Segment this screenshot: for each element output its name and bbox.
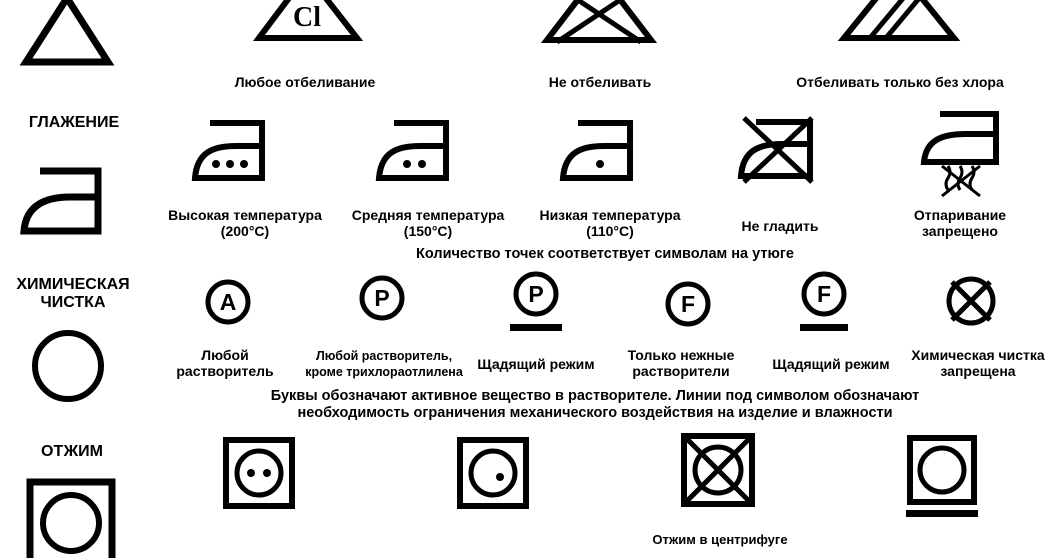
dry-clean-a-icon	[204, 278, 252, 326]
no-dry-clean-icon	[944, 274, 998, 328]
letter-f: F	[680, 291, 696, 317]
chlorine-bleach-icon	[255, 0, 360, 46]
label-any-solvent: Любой растворитель	[176, 347, 274, 379]
letter-p-gentle: P	[528, 281, 544, 307]
no-steam-icon	[918, 108, 1004, 198]
label-centrifuge-partial: Отжим в центрифуге	[652, 532, 788, 547]
dry-clean-p-icon	[358, 274, 406, 322]
no-tumble-dry-icon	[680, 432, 756, 508]
label-no-dry-clean: Химическая чистка запрещена	[911, 347, 1045, 379]
dry-cleaning-heading: ХИМИЧЕСКАЯ ЧИСТКА	[16, 276, 130, 311]
iron-high-temp-icon	[190, 118, 270, 186]
dry-cleaning-note: Буквы обозначают активное вещество в растворителе. Линии под символом обозначают необходимость ограничения механического воздействия на изделие и влажности	[270, 388, 920, 421]
no-bleach-icon	[543, 0, 655, 46]
no-iron-icon	[736, 114, 818, 186]
letter-a: A	[219, 289, 237, 315]
label-no-iron: Не гладить	[741, 218, 819, 234]
label-solvent-except-trichloroethylene: Любой растворитель, кроме трихлораотлилена	[305, 349, 463, 379]
label-no-bleach: Не отбеливать	[548, 74, 652, 90]
letter-p: P	[374, 285, 390, 311]
iron-icon	[18, 165, 108, 237]
non-chlorine-bleach-icon	[840, 0, 958, 46]
label-gentle-p: Щадящий режим	[477, 356, 595, 372]
label-gentle-f: Щадящий режим	[772, 356, 890, 372]
letter-f-gentle: F	[816, 281, 832, 307]
label-iron-medium: Средняя температура (150°C)	[351, 207, 505, 239]
tumble-dry-one-dot-icon	[456, 436, 530, 510]
spin-heading: ОТЖИМ	[41, 443, 103, 460]
label-non-chlorine-bleach: Отбеливать только без хлора	[796, 74, 1004, 90]
tumble-dry-gentle-icon	[904, 434, 980, 520]
label-no-steam: Отпаривание запрещено	[913, 207, 1007, 239]
chlorine-label: Cl	[293, 2, 321, 33]
dry-clean-circle-icon	[30, 328, 106, 404]
dry-clean-f-gentle-icon	[796, 270, 852, 334]
dry-clean-f-icon	[664, 280, 712, 328]
iron-low-temp-icon	[558, 118, 638, 186]
label-delicate-solvents: Только нежные растворители	[627, 347, 735, 379]
bleach-triangle-icon	[22, 0, 112, 68]
spin-square-icon	[26, 478, 116, 558]
dry-clean-p-gentle-icon	[508, 270, 564, 334]
ironing-dots-note: Количество точек соответствует символам на утюге	[416, 246, 794, 262]
tumble-dry-two-dots-icon	[222, 436, 296, 510]
label-iron-low: Низкая температура (110°C)	[539, 207, 681, 239]
label-any-bleach: Любое отбеливание	[234, 74, 376, 90]
iron-medium-temp-icon	[374, 118, 454, 186]
ironing-heading: ГЛАЖЕНИЕ	[28, 114, 120, 131]
label-iron-high: Высокая температура (200°C)	[168, 207, 322, 239]
